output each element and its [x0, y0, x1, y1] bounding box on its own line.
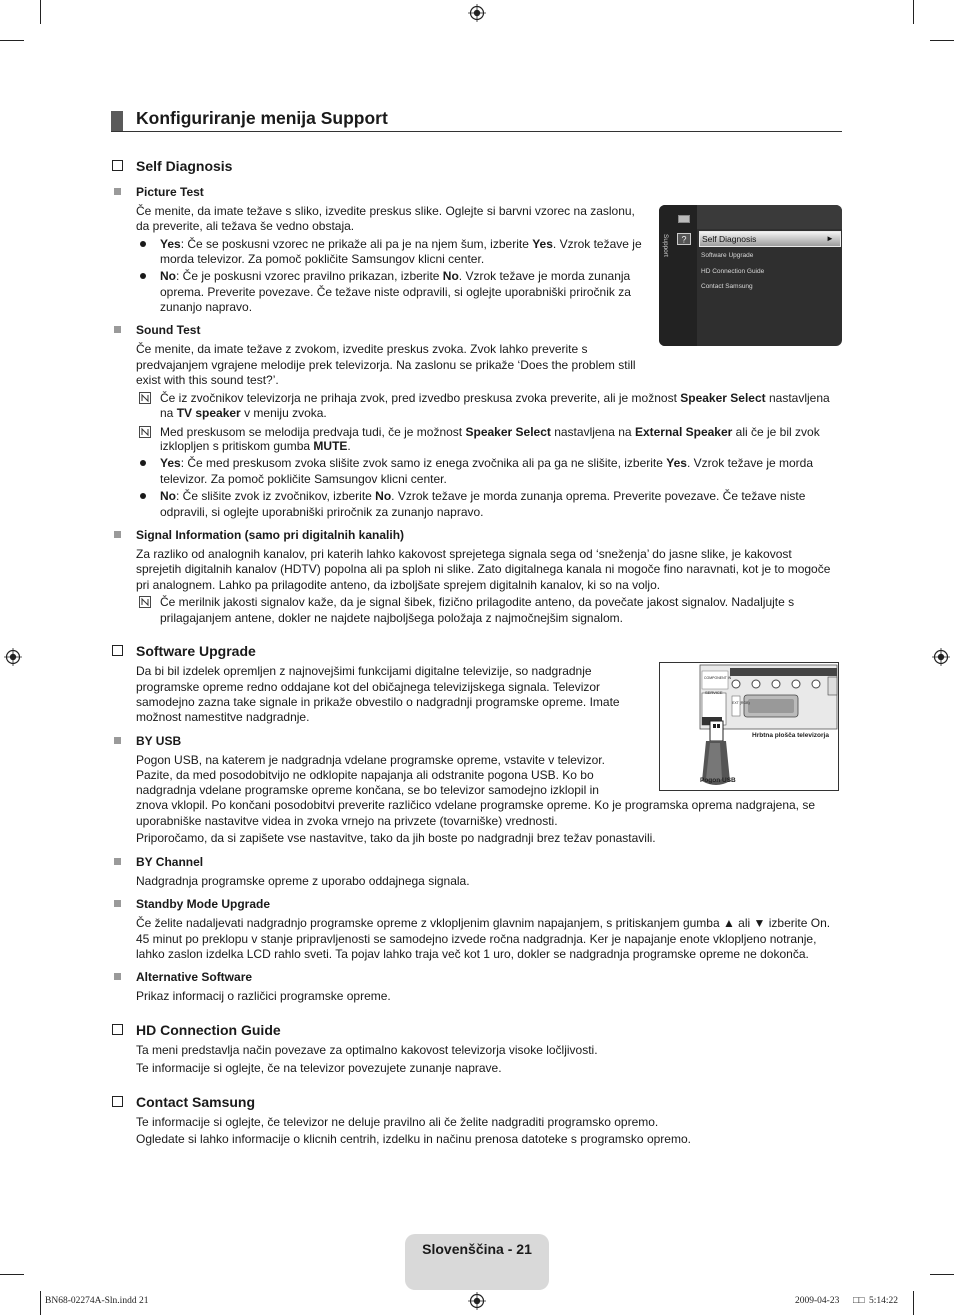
alternative-software-text: Prikaz informacij o različici programske opreme. [136, 989, 391, 1003]
registration-mark-icon [4, 648, 22, 666]
picture-test-yes: morda televizor. Za pomoč pokličite Samsungov klicni center. [160, 252, 485, 266]
subheading-by-channel: BY Channel [136, 855, 204, 869]
sound-test-no: odpravili, si oglejte uporabniški priročnik za zunanjo napravo. [160, 505, 484, 519]
standby-text: Če želite nadaljevati nadgradnjo programske opreme z vklopljenim glavnim napajanjem, s pritiskanjem gumba ▲ ali ▼ izberite On. [136, 916, 831, 930]
subsection-bullet-icon [114, 531, 121, 538]
sound-note-2: izklopljen s pritiskom gumba MUTE. [160, 439, 351, 453]
section-heading-self-diagnosis: Self Diagnosis [136, 158, 233, 174]
sound-test-yes: Yes: Če med preskusom zvoka slišite zvok samo iz enega zvočnika ali pa ga ne slišite, izberite Yes. Vzrok težave je morda [160, 456, 814, 470]
hd-connection-text: Ta meni predstavlja način povezave za optimalno kakovost televizorja visoke ločljivosti. [136, 1043, 598, 1057]
subheading-sound-test: Sound Test [136, 323, 201, 337]
signal-info-text: sprejetih digitalnih kanalov (HDTV) popolna ali pa sploh ni slike. Zato digitalnega kanala ni mogoče fino naravnati, kot je to mogoče [136, 562, 831, 576]
footer-boxes: □□ [853, 1296, 865, 1306]
service-port-label: SERVICE [705, 690, 723, 695]
page-title: Konfiguriranje menija Support [136, 108, 388, 128]
subsection-bullet-icon [114, 858, 121, 865]
picture-test-no: oprema. Preverite povezave. Če težave niste odpravili, si oglejte uporabniški priročnik za [160, 285, 631, 299]
svg-text:?: ? [681, 234, 687, 245]
note-icon [139, 392, 151, 404]
software-upgrade-text: programske opreme redno oddajane kot del običajnega televizijskega signala. Televizor [136, 680, 601, 694]
support-menu-screenshot [659, 205, 842, 346]
signal-info-note: Če merilnik jakosti signalov kaže, da je signal šibek, fizično prilagodite anteno, da povečate jakost signalov. Nadaljujte s [160, 595, 795, 609]
title-bar [111, 111, 123, 131]
subsection-bullet-icon [114, 900, 121, 907]
subheading-by-usb: BY USB [136, 734, 182, 748]
software-upgrade-text: samodejno zazna take signale in prikaže obvestilo o nadgradnji programske opreme. Imate [136, 695, 620, 709]
registration-mark-icon [932, 648, 950, 666]
page-number: Slovenščina - 21 [422, 1241, 532, 1257]
signal-info-text: Za razliko od analognih kanalov, pri katerih lahko kakovost sprejetega signala sega od ‘sneženja’ do jasne slike, je kakovost [136, 547, 792, 561]
footer-file-name: BN68-02274A-Sln.indd 21 [45, 1296, 149, 1306]
subheading-signal-information: Signal Information (samo pri digitalnih kanalih) [136, 528, 405, 542]
back-panel-illustration [659, 662, 839, 791]
signal-info-text: pri analognem. Lahko pa prilagodite anteno, da izboljšate sprejem digitalnih kanalov, ki so na voljo. [136, 578, 661, 592]
by-usb-text: Pazite, da med posodobitvijo ne odklopite napajanja ali odstranite pogona USB. Ko bo [136, 768, 594, 782]
footer-date: 2009-04-23 [795, 1296, 840, 1306]
sound-test-text: exist with this sound test?’. [136, 373, 279, 387]
section-heading-software-upgrade: Software Upgrade [136, 643, 256, 659]
menu-item-hd-connection[interactable]: HD Connection Guide [701, 268, 765, 275]
note-icon [139, 596, 151, 608]
sound-test-no: No: Če slišite zvok iz zvočnikov, izberite No. Vzrok težave je morda zunanja oprema. Preverite povezave. Če težave niste [160, 489, 806, 503]
sound-note-2: Med preskusom se melodija predvaja tudi, če je možnost Speaker Select nastavljena na External Speaker ali če je bil zvok [160, 425, 820, 439]
section-heading-contact-samsung: Contact Samsung [136, 1094, 256, 1110]
registration-mark-icon [468, 1292, 486, 1310]
crop-mark [0, 1274, 24, 1275]
back-panel-drawing [660, 663, 838, 790]
bullet-icon [140, 273, 146, 279]
caption-back-panel: Hrbtna plošča televizorja [752, 732, 829, 739]
crop-mark [40, 1291, 41, 1315]
subsection-bullet-icon [114, 973, 121, 980]
sound-test-text: predvajanjem vgrajene melodije prek televizorja. Na zaslonu se prikaže ‘Does the problem still [136, 358, 636, 372]
section-heading-hd-connection-guide: HD Connection Guide [136, 1022, 281, 1038]
tv-icon [678, 215, 690, 224]
sound-note-1: Če iz zvočnikov televizorja ne prihaja zvok, pred izvedbo preskusa zvoka preverite, ali je možnost Speaker Select nastavljena [160, 391, 830, 405]
crop-mark [913, 1291, 914, 1315]
subsection-bullet-icon [114, 737, 121, 744]
picture-test-no: No: Če je poskusni vzorec pravilno prikazan, izberite No. Vzrok težave je morda zunanja [160, 269, 631, 283]
crop-mark [930, 40, 954, 41]
section-checkbox-icon [112, 1024, 123, 1035]
section-checkbox-icon [112, 645, 123, 656]
picture-test-yes: Yes: Če se poskusni vzorec ne prikaže ali pa je na njem šum, izberite Yes. Vzrok težave je [160, 237, 642, 251]
crop-mark [0, 40, 24, 41]
sound-test-text: Če menite, da imate težave z zvokom, izvedite preskus zvoka. Zvok lahko preverite s [136, 342, 588, 356]
picture-test-no: zunanjo napravo. [160, 300, 253, 314]
caption-usb-drive: Pogon USB [700, 777, 736, 784]
by-channel-text: Nadgradnja programske opreme z uporabo oddajnega signala. [136, 874, 470, 888]
help-icon [677, 233, 691, 245]
subsection-bullet-icon [114, 326, 121, 333]
component-label: COMPONENT IN [704, 676, 732, 680]
subheading-alternative-software: Alternative Software [136, 970, 253, 984]
crop-mark [40, 0, 41, 24]
bullet-icon [140, 493, 146, 499]
hd-connection-text: Te informacije si oglejte, če na televizor povezujete zunanje naprave. [136, 1061, 502, 1075]
chevron-right-icon: ► [826, 234, 834, 243]
standby-text: lahko zaslon izdelka LCD rahlo sveti. Ta pojav lahko traja več kot 1 uro, dokler se nadgradnja programske opreme ne dokonča. [136, 947, 809, 961]
sound-note-1: na TV speaker v meniju zvoka. [160, 406, 327, 420]
by-usb-text: znova vklopil. Po končani posodobitvi preverite različico vdelane programske opreme. Ko je programska oprema nadgrajena, se [136, 798, 816, 812]
ext-label: EXT (RGB) [732, 701, 750, 705]
by-usb-text: Pogon USB, na katerem je nadgradnja vdelane programske opreme, vstavite v televizor. [136, 753, 605, 767]
menu-item-software-upgrade[interactable]: Software Upgrade [701, 252, 754, 259]
contact-text: Te informacije si oglejte, če televizor ne deluje pravilno ali če želite nadgraditi programsko opremo. [136, 1115, 659, 1129]
menu-item-self-diagnosis: Self Diagnosis [702, 234, 757, 244]
registration-mark-icon [468, 4, 486, 22]
standby-text: 45 minut po preklopu v stanje pripravljenosti se samodejno izvede ročna nadgradnja. Ker je napajanje enote vklopljeno notranje, [136, 932, 817, 946]
by-usb-text: Priporočamo, da si zapišete vse nastavitve, tako da jih boste po nadgradnji brez težav ponastavili. [136, 831, 656, 845]
subsection-bullet-icon [114, 188, 121, 195]
bullet-icon [140, 241, 146, 247]
contact-text: Ogledate si lahko informacije o klicnih centrih, izdelku in načinu prenosa datoteke s programsko opremo. [136, 1132, 691, 1146]
menu-side-label: Support [662, 234, 669, 257]
crop-mark [913, 0, 914, 24]
software-upgrade-text: možnost namestitve nadgradnje. [136, 710, 310, 724]
by-usb-text: uporabniške nastavitve videa in zvoka vrnejo na privzete (tovarniške) vrednosti. [136, 814, 558, 828]
crop-mark [930, 1274, 954, 1275]
by-usb-text: nadgradnja vdelane programske opreme končana, se bo televizor samodejno izklopil in [136, 783, 599, 797]
section-checkbox-icon [112, 160, 123, 171]
subheading-picture-test: Picture Test [136, 185, 204, 199]
picture-test-text: Če menite, da imate težave s sliko, izvedite preskus slike. Oglejte si barvni vzorec na zaslonu, [136, 204, 635, 218]
note-icon [139, 426, 151, 438]
section-checkbox-icon [112, 1096, 123, 1107]
subheading-standby-mode-upgrade: Standby Mode Upgrade [136, 897, 271, 911]
software-upgrade-text: Da bi bil izdelek opremljen z najnovejšimi funkcijami digitalne televizije, so nadgradnje [136, 664, 592, 678]
menu-sidebar [659, 205, 697, 346]
sound-test-yes: televizor. Za pomoč pokličite Samsungov klicni center. [160, 472, 447, 486]
bullet-icon [140, 460, 146, 466]
menu-item-contact-samsung[interactable]: Contact Samsung [701, 283, 753, 290]
signal-info-note: prilagajanjem antene, dokler ne najdete najboljšega položaja z najmočnejšim signalom. [160, 611, 623, 625]
title-rule [111, 131, 842, 132]
picture-test-text: da preverite, ali težava še vedno obstaja. [136, 219, 355, 233]
footer-time: 5:14:22 [869, 1296, 899, 1306]
menu-header [697, 205, 842, 229]
